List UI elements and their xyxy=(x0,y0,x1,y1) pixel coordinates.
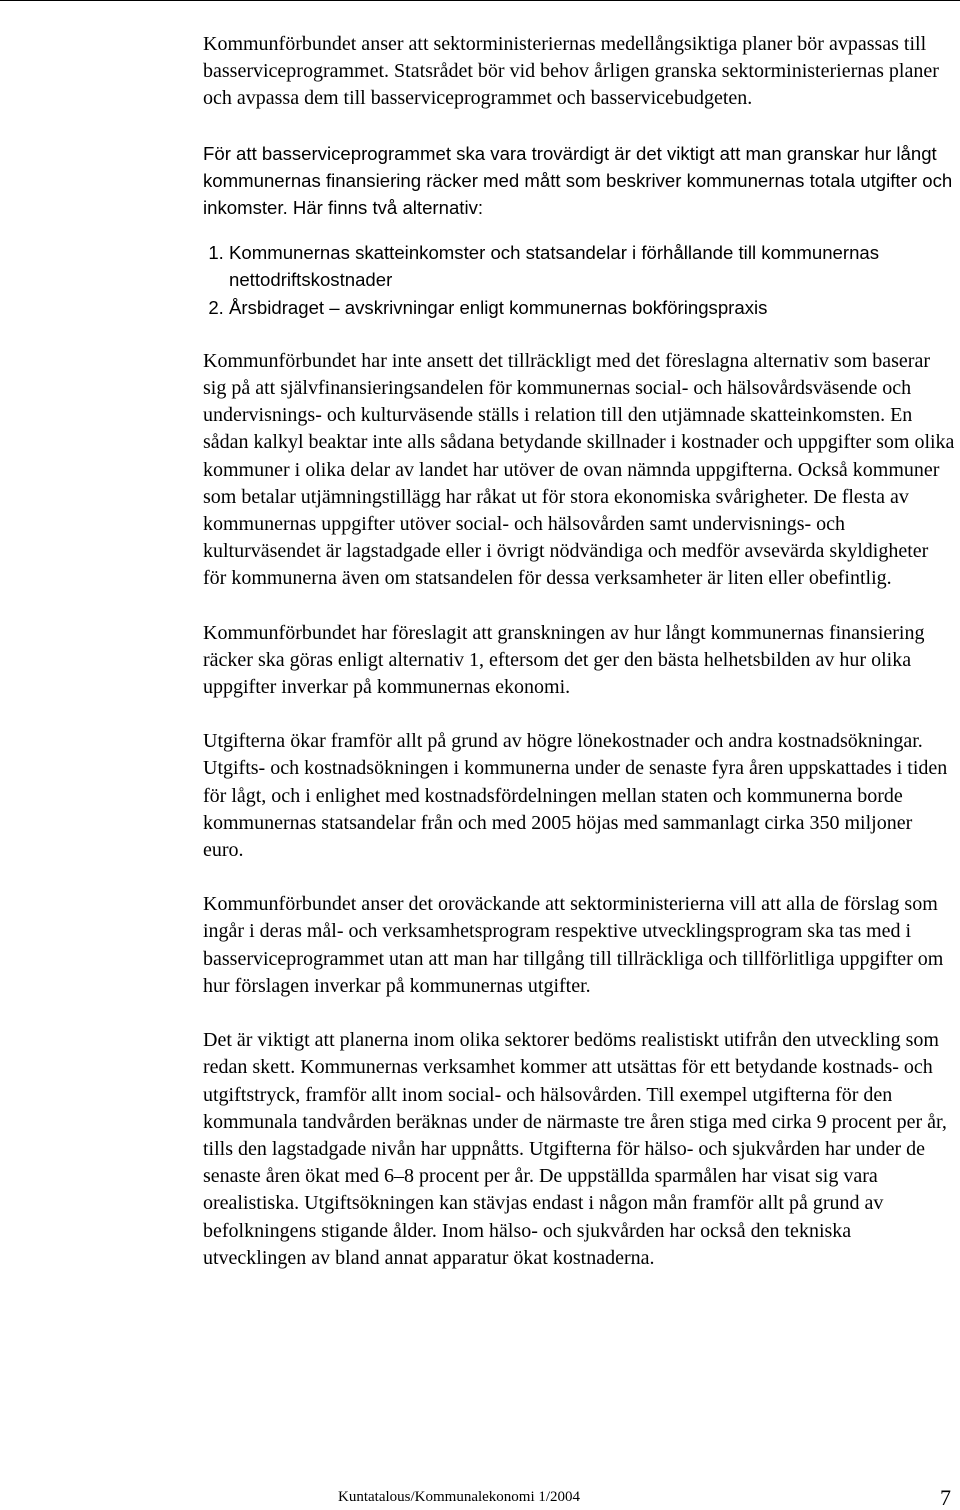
paragraph-1: Kommunförbundet anser att sektorministeriernas medellångsiktiga planer bör avpassas till basserviceprogrammet. Statsrådet bör vid behov årligen granska sektorministeriernas planer och avpassa dem till basserviceprogrammet och basservicebudgeten. xyxy=(203,33,939,110)
paragraph-5: Utgifterna ökar framför allt på grund av högre lönekostnader och andra kostnadsökningar. Utgifts- och kostnadsökningen i kommunerna under de senaste fyra åren uppskattades i tiden för lågt, och i enlighet med kostnadsfördelningen mellan staten och kommunerna borde kommunernas statsandelar från och med 2005 höjas med sammanlagt cirka 350 miljoner euro. xyxy=(203,730,948,862)
paragraph-2: För att basserviceprogrammet ska vara trovärdigt är det viktigt att man granskar hur långt kommunernas finansiering räcker med mått som beskriver kommunernas totala utgifter och inkomster. Här finns två alternativ: xyxy=(203,142,953,219)
paragraph-3: Kommunförbundet har inte ansett det tillräckligt med det föreslagna alternativ som baserar sig på att självfinansieringsandelen för kommunernas social- och hälsovårdsväsende och undervisnings- och kulturväsende ställs i relation till den utjämnade skatteinkomsten. En sådan kalkyl beaktar inte alls sådana betydande skillnader i kostnader och uppgifter som olika kommuner i olika delar av landet har utöver de ovan nämnda uppgifterna. Också kommuner som betalar utjämningstillägg har råkat ut för stora ekonomiska svårigheter. De flesta av kommunernas uppgifter utöver social- och hälsovården samt undervisnings- och kulturväsendet är lagstadgade eller i övrigt nödvändiga och medför avsevärda skyldigheter för kommunerna även om statsandelen för dessa verksamheter är liten eller obefintlig. xyxy=(203,349,955,590)
alternative-item-1: 1. Kommunernas skatteinkomster och statsandelar i förhållande till kommunernas nettodriftskostnader xyxy=(229,239,955,293)
alternatives-list xyxy=(203,239,955,321)
paragraph-4: Kommunförbundet har föreslagit att granskningen av hur långt kommunernas finansiering räcker ska göras enligt alternativ 1, eftersom det ger den bästa helhetsbilden av hur olika uppgifter inverkar på kommunernas ekonomi. xyxy=(203,621,925,699)
alternative-item-2: 2. Årsbidraget – avskrivningar enligt kommunernas bokföringspraxis xyxy=(229,294,955,321)
page-number: 7 xyxy=(940,1485,951,1510)
paragraph-7: Det är viktigt att planerna inom olika sektorer bedöms realistiskt utifrån den utveckling som redan skett. Kommunernas verksamhet kommer att utsättas för ett betydande kostnads- och utgiftstryck, framför allt inom social- och hälsovården. Till exempel utgifterna för den kommunala tandvården beräknas under de närmaste tre åren stiga med cirka 9 procent per år, tills den lagstadgade nivån har uppnåtts. Utgifterna för hälso- och sjukvården har under de senaste åren ökat med 6–8 procent per år. De uppställda sparmålen har visat sig vara orealistiska. Utgiftsökningen kan stävjas endast i någon mån framför allt på grund av befolkningens stigande ålder. Inom hälso- och sjukvården har också den tekniska utvecklingen av bland annat apparatur ökat kostnaderna. xyxy=(203,1029,947,1269)
footer-publication: Kuntatalous/Kommunalekonomi 1/2004 xyxy=(338,1489,581,1505)
top-rule xyxy=(0,0,960,1)
document-body xyxy=(203,31,955,1299)
paragraph-6: Kommunförbundet anser det oroväckande att sektorministerierna vill att alla de förslag som ingår i deras mål- och verksamhetsprogram respektive utvecklingsprogram ska tas med i basserviceprogrammet utan att man har tillgång till tillräckliga och tillförlitliga uppgifter om hur förslagen inverkar på kommunernas utgifter. xyxy=(203,893,944,997)
